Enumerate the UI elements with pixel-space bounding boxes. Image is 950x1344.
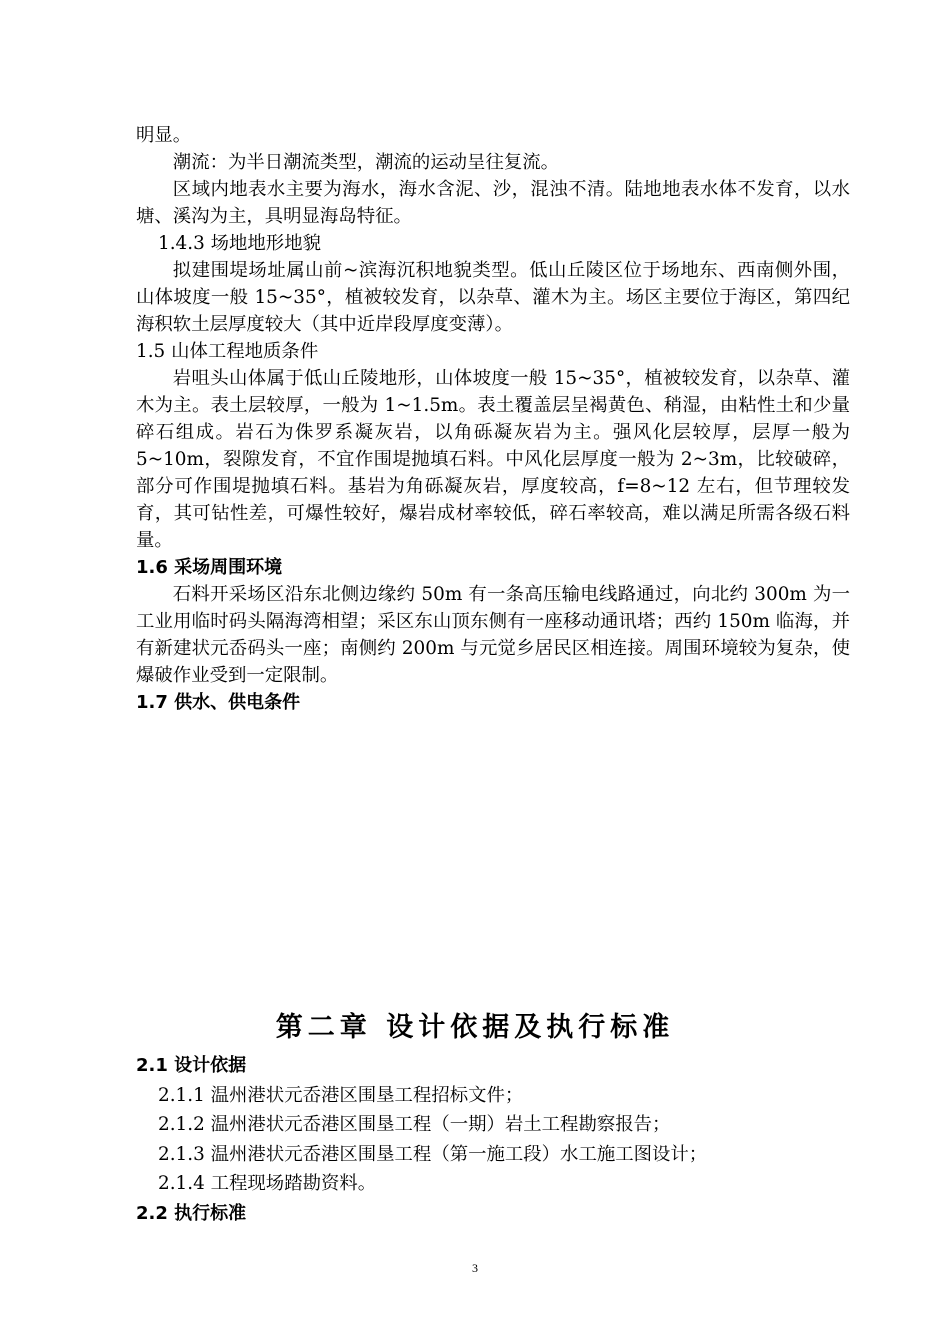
- heading-1-4-3: 1.4.3 场地地形地貌: [158, 233, 321, 254]
- page-number: 3: [472, 1261, 478, 1275]
- paragraph-surface-water: 区域内地表水主要为海水，海水含泥、沙，混浊不清。陆地地表水体不发育，以水塘、溪沟为主，具明显海岛特征。: [136, 179, 850, 227]
- chapter-2-title: 第二章 设计依据及执行标准: [275, 1012, 675, 1043]
- list-item: 2.1.1 温州港状元岙港区围垦工程招标文件；: [158, 1084, 524, 1106]
- heading-2-1: 2.1 设计依据: [136, 1055, 247, 1076]
- section-1-body: [136, 122, 850, 716]
- paragraph-geology: 岩咀头山体属于低山丘陵地形，山体坡度一般 15~35°，植被较发育，以杂草、灌木为主。表土层较厚，一般为 1~1.5m。表土覆盖层呈褐黄色、稍湿，由粘性土和少量碎石组成。岩石为侏罗系凝灰岩，以角砾凝灰岩为主。强风化层较厚，层厚一般为 5~10m，裂隙发育，不宜作围堤抛填石料。中风化层厚度一般为 2~3m，比较破碎，部分可作围堤抛填石料。基岩为角砾凝灰岩，厚度较高，f=8~12 左右，但节理较发育，其可钻性差，可爆性较好，爆岩成材率较低，碎石率较高，难以满足所需各级石料量。: [136, 368, 850, 551]
- list-item: 2.1.2 温州港状元岙港区围垦工程（一期）岩土工程勘察报告；: [158, 1114, 671, 1135]
- paragraph-terrain: 拟建围堤场址属山前~滨海沉积地貌类型。低山丘陵区位于场地东、西南侧外围，山体坡度一般 15~35°，植被较发育，以杂草、灌木为主。场区主要位于海区，第四纪海积软土层厚度较大（其中近岸段厚度变薄）。: [136, 260, 850, 335]
- list-item: 2.1.4 工程现场踏勘资料。: [158, 1173, 377, 1194]
- paragraph-tide: 潮流：为半日潮流类型，潮流的运动呈往复流。: [172, 152, 560, 173]
- heading-2-2: 2.2 执行标准: [136, 1202, 247, 1224]
- heading-1-7: 1.7 供水、供电条件: [136, 692, 301, 713]
- heading-1-6: 1.6 采场周围环境: [136, 557, 283, 578]
- list-item: 2.1.3 温州港状元岙港区围垦工程（第一施工段）水工施工图设计；: [158, 1143, 708, 1165]
- heading-1-5: 1.5 山体工程地质条件: [136, 341, 319, 362]
- continued-text: 明显。: [136, 125, 192, 146]
- section-2-body: [136, 1051, 850, 1228]
- paragraph-environment: 石料开采场区沿东北侧边缘约 50m 有一条高压输电线路通过，向北约 300m 为一工业用临时码头隔海湾相望；采区东山顶东侧有一座移动通讯塔；西约 150m 临海，并有新建状元岙码头一座；南侧约 200m 与元觉乡居民区相连接。周围环境较为复杂，使爆破作业受到一定限制。: [136, 584, 850, 686]
